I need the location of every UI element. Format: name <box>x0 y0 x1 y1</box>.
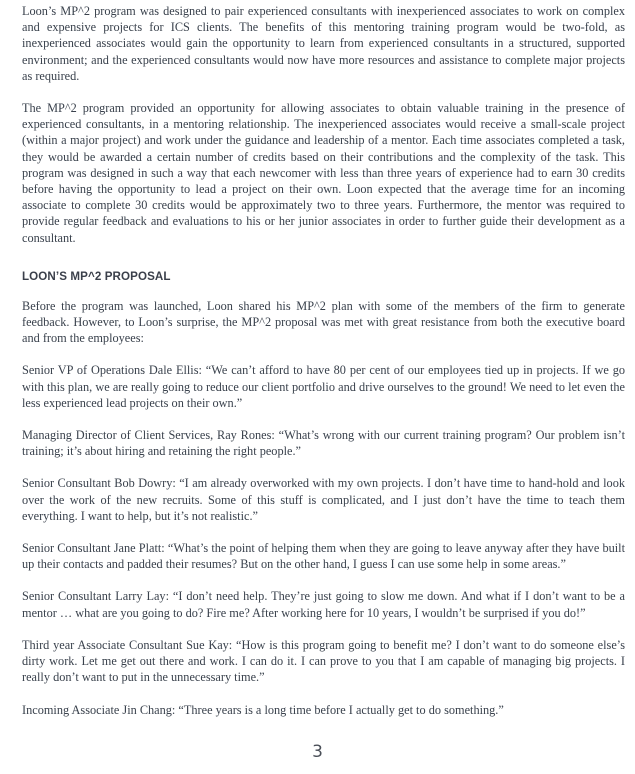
document-page <box>22 3 625 734</box>
quote-jane-platt: Senior Consultant Jane Platt: “What’s the point of helping them when they are going to leave anyway after they have built up their contacts and padded their resumes? But on the other hand, I guess I can use some help in some areas.” <box>22 541 625 572</box>
quote-ray-rones: Managing Director of Client Services, Ray Rones: “What’s wrong with our current training program? Our problem isn’t training; it’s about hiring and retaining the right people.” <box>22 428 625 459</box>
quote-dale-ellis: Senior VP of Operations Dale Ellis: “We can’t afford to have 80 per cent of our employees tied up in projects. If we go with this plan, we are really going to reduce our client portfolio and drive ourselves to the ground! We need to let even the less experienced lead projects on their own.” <box>22 363 625 410</box>
quote-larry-lay: Senior Consultant Larry Lay: “I don’t need help. They’re just going to slow me down. And what if I don’t want to be a mentor … what are you going to do? Fire me? After working here for 10 years, I wouldn’t be surprised if you do!” <box>22 589 625 620</box>
quote-bob-dowry: Senior Consultant Bob Dowry: “I am already overworked with my own projects. I don’t have time to hand-hold and look over the work of the new recruits. Some of this stuff is complicated, and I just don’t have the time to teach them everything. I want to help, but it’s not realistic.” <box>22 476 625 523</box>
paragraph-proposal-intro: Before the program was launched, Loon shared his MP^2 plan with some of the members of the firm to generate feedback. However, to Loon’s surprise, the MP^2 proposal was met with great resistance from both the executive board and from the employees: <box>22 298 625 346</box>
page-number: 3 <box>312 742 323 762</box>
quote-sue-kay: Third year Associate Consultant Sue Kay: “How is this program going to benefit me? I don’t want to do someone else’s dirty work. Let me get out there and work. I can do it. I can prove to you that I am capable of managing big projects. I really don’t want to put in the unnecessary time.” <box>22 637 625 685</box>
paragraph-program-design: Loon’s MP^2 program was designed to pair experienced consultants with inexperienced associates to work on complex and expensive projects for ICS clients. The benefits of this mentoring training program would be two-fold, as inexperienced associates would gain the opportunity to learn from experienced consultants in a structured, supported environment; and the experienced consultants would now have more resources and assistance to complete major projects as required. <box>22 4 625 83</box>
paragraph-program-details: The MP^2 program provided an opportunity for allowing associates to obtain valuable training in the presence of experienced consultants, in a mentoring relationship. The inexperienced associates would receive a small-scale project (within a major project) and work under the guidance and leadership of a mentor. Each time associates completed a task, they would be awarded a certain number of credits based on their contributions and the complexity of the task. This program was designed in such a way that each newcomer with less than three years of experience had to earn 30 credits before having the opportunity to lead a project on their own. Loon expected that the average time for an incoming associate to complete 30 credits would be approximately two to three years. Furthermore, the mentor was required to provide regular feedback and evaluations to his or her junior associates in order to further guide their development as a consultant. <box>22 101 625 245</box>
quote-jin-chang: Incoming Associate Jin Chang: “Three years is a long time before I actually get to do something.” <box>22 702 504 717</box>
section-heading: LOON’S MP^2 PROPOSAL <box>22 269 171 283</box>
